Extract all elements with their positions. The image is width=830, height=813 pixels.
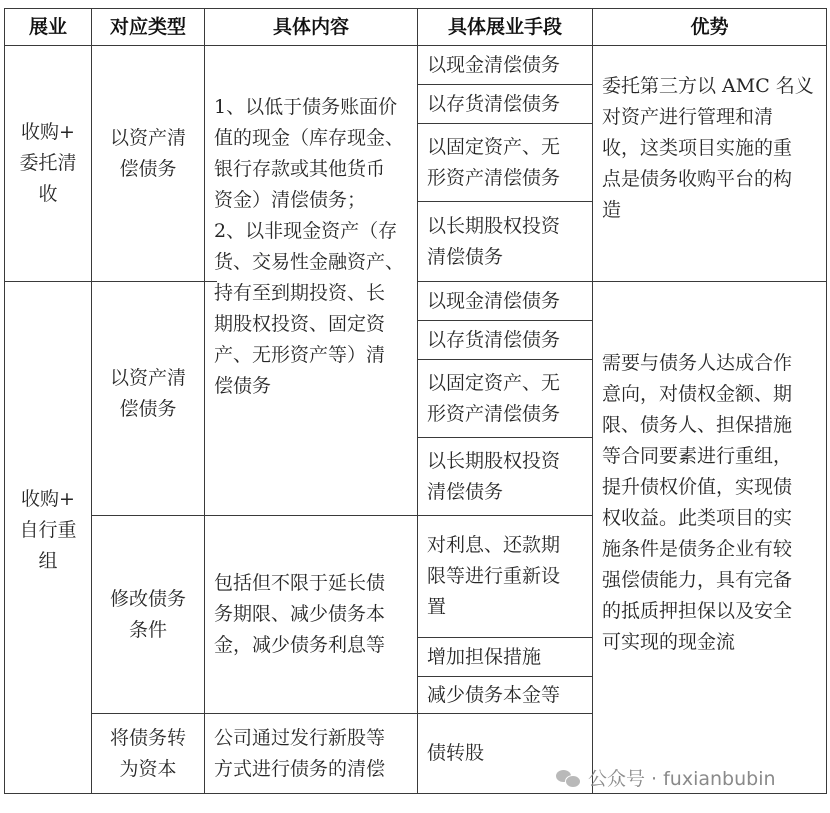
content-line: 产、无形资产等）清 bbox=[214, 344, 386, 366]
advantage-line: 造 bbox=[602, 199, 622, 221]
header-cell: 具体展业手段 bbox=[447, 15, 562, 38]
means-text: 清偿债务 bbox=[427, 480, 504, 503]
means-text: 以存货清偿债务 bbox=[427, 328, 561, 351]
type-text: 以资产清 bbox=[109, 126, 186, 149]
content-cell bbox=[205, 516, 417, 713]
means-cell bbox=[418, 202, 592, 281]
advantage-line: 权收益。此类项目的实 bbox=[602, 507, 793, 529]
content-line: 期股权投资、固定资 bbox=[214, 313, 386, 335]
content-line: 金，减少债务利息等 bbox=[214, 634, 386, 656]
content-line: 公司通过发行新股等 bbox=[214, 726, 386, 749]
content-line: 1、以低于债务账面价 bbox=[214, 96, 398, 118]
content-line: 货、交易性金融资产、 bbox=[214, 251, 405, 273]
means-text: 以固定资产、无 bbox=[427, 371, 561, 394]
content-line: 方式进行债务的清偿 bbox=[214, 757, 386, 780]
content-line: 务期限、减少债务本 bbox=[214, 603, 386, 625]
means-cell bbox=[418, 438, 592, 515]
business-line-cell bbox=[5, 282, 91, 793]
means-cell bbox=[418, 46, 592, 84]
business-line-text: 自行重 bbox=[19, 518, 77, 541]
type-text: 以资产清 bbox=[109, 366, 186, 389]
means-text: 债转股 bbox=[427, 742, 485, 764]
means-text: 形资产清偿债务 bbox=[427, 166, 561, 189]
means-cell bbox=[418, 516, 592, 637]
means-cell bbox=[418, 638, 592, 676]
means-cell bbox=[418, 124, 592, 201]
header-cell: 展业 bbox=[28, 15, 67, 38]
means-text: 清偿债务 bbox=[427, 245, 504, 268]
type-cell bbox=[92, 516, 204, 713]
means-text: 限等进行重新设 bbox=[427, 565, 561, 587]
business-line-text: 委托清 bbox=[19, 152, 77, 174]
means-text: 减少债务本金等 bbox=[427, 683, 561, 706]
advantage-line: 强偿债能力，具有完备 bbox=[602, 569, 793, 591]
means-cell bbox=[418, 321, 592, 359]
watermark bbox=[556, 764, 776, 791]
advantage-line: 意向，对债权金额、期 bbox=[602, 383, 793, 405]
business-line-cell bbox=[5, 46, 91, 281]
type-text: 偿债务 bbox=[119, 157, 177, 180]
content-line: 值的现金（库存现金、 bbox=[214, 127, 405, 149]
content-line: 偿债务 bbox=[214, 375, 272, 397]
advantage-line: 等合同要素进行重组， bbox=[602, 445, 793, 467]
means-text: 以现金清偿债务 bbox=[427, 53, 561, 76]
advantage-line: 提升债权价值，实现债 bbox=[602, 476, 793, 498]
shared-content-cell bbox=[205, 92, 417, 482]
means-text: 对利息、还款期 bbox=[427, 534, 561, 556]
type-text: 为资本 bbox=[119, 757, 177, 780]
type-cell bbox=[92, 282, 204, 515]
wechat-icon bbox=[556, 768, 580, 788]
type-cell bbox=[92, 714, 204, 793]
means-cell bbox=[418, 360, 592, 437]
means-cell bbox=[418, 677, 592, 713]
header-cell: 具体内容 bbox=[272, 15, 349, 38]
means-text: 以固定资产、无 bbox=[427, 135, 561, 158]
type-text: 将债务转 bbox=[109, 726, 186, 749]
means-text: 以长期股权投资 bbox=[427, 449, 561, 472]
means-text: 以长期股权投资 bbox=[427, 214, 561, 237]
type-text: 偿债务 bbox=[119, 397, 177, 420]
advantage-cell bbox=[593, 348, 826, 738]
content-cell bbox=[205, 714, 417, 793]
watermark-text: 公众号 · fuxianbubin bbox=[588, 768, 776, 790]
content-line: 包括但不限于延长债 bbox=[214, 572, 386, 594]
business-line-text: 收 bbox=[38, 183, 58, 205]
means-cell bbox=[418, 282, 592, 320]
type-text: 条件 bbox=[128, 618, 167, 641]
business-line-text: 收购+ bbox=[21, 121, 75, 143]
means-text: 增加担保措施 bbox=[427, 645, 542, 668]
advantage-line: 施条件是债务企业有较 bbox=[602, 538, 793, 560]
means-text: 以现金清偿债务 bbox=[427, 289, 561, 312]
advantage-line: 对资产进行管理和清 bbox=[602, 106, 774, 128]
advantage-line: 需要与债务人达成合作 bbox=[602, 352, 793, 374]
means-text: 置 bbox=[427, 596, 447, 618]
content-line: 银行存款或其他货币 bbox=[214, 158, 386, 180]
content-line: 2、以非现金资产（存 bbox=[214, 220, 398, 242]
header-cell: 对应类型 bbox=[109, 15, 186, 38]
advantage-line: 点是债务收购平台的构 bbox=[602, 168, 793, 190]
advantage-line: 限、债务人、担保措施 bbox=[602, 414, 793, 436]
advantage-line: 收，这类项目实施的重 bbox=[602, 137, 793, 159]
business-line-text: 组 bbox=[38, 549, 58, 572]
table-border-right bbox=[826, 8, 827, 793]
means-text: 形资产清偿债务 bbox=[427, 402, 561, 425]
advantage-line: 可实现的现金流 bbox=[602, 631, 736, 653]
means-cell bbox=[418, 85, 592, 123]
advantage-line: 委托第三方以 AMC 名义 bbox=[602, 75, 814, 97]
table-border-bottom bbox=[4, 793, 827, 794]
business-line-text: 收购+ bbox=[21, 487, 75, 510]
header-cell: 优势 bbox=[690, 15, 729, 38]
content-line: 持有至到期投资、长 bbox=[214, 282, 386, 304]
type-text: 修改债务 bbox=[109, 587, 186, 610]
advantage-line: 的抵质押担保以及安全 bbox=[602, 600, 793, 622]
type-cell bbox=[92, 46, 204, 281]
advantage-cell bbox=[593, 71, 826, 271]
content-line: 资金）清偿债务； bbox=[214, 189, 367, 211]
means-text: 以存货清偿债务 bbox=[427, 92, 561, 115]
